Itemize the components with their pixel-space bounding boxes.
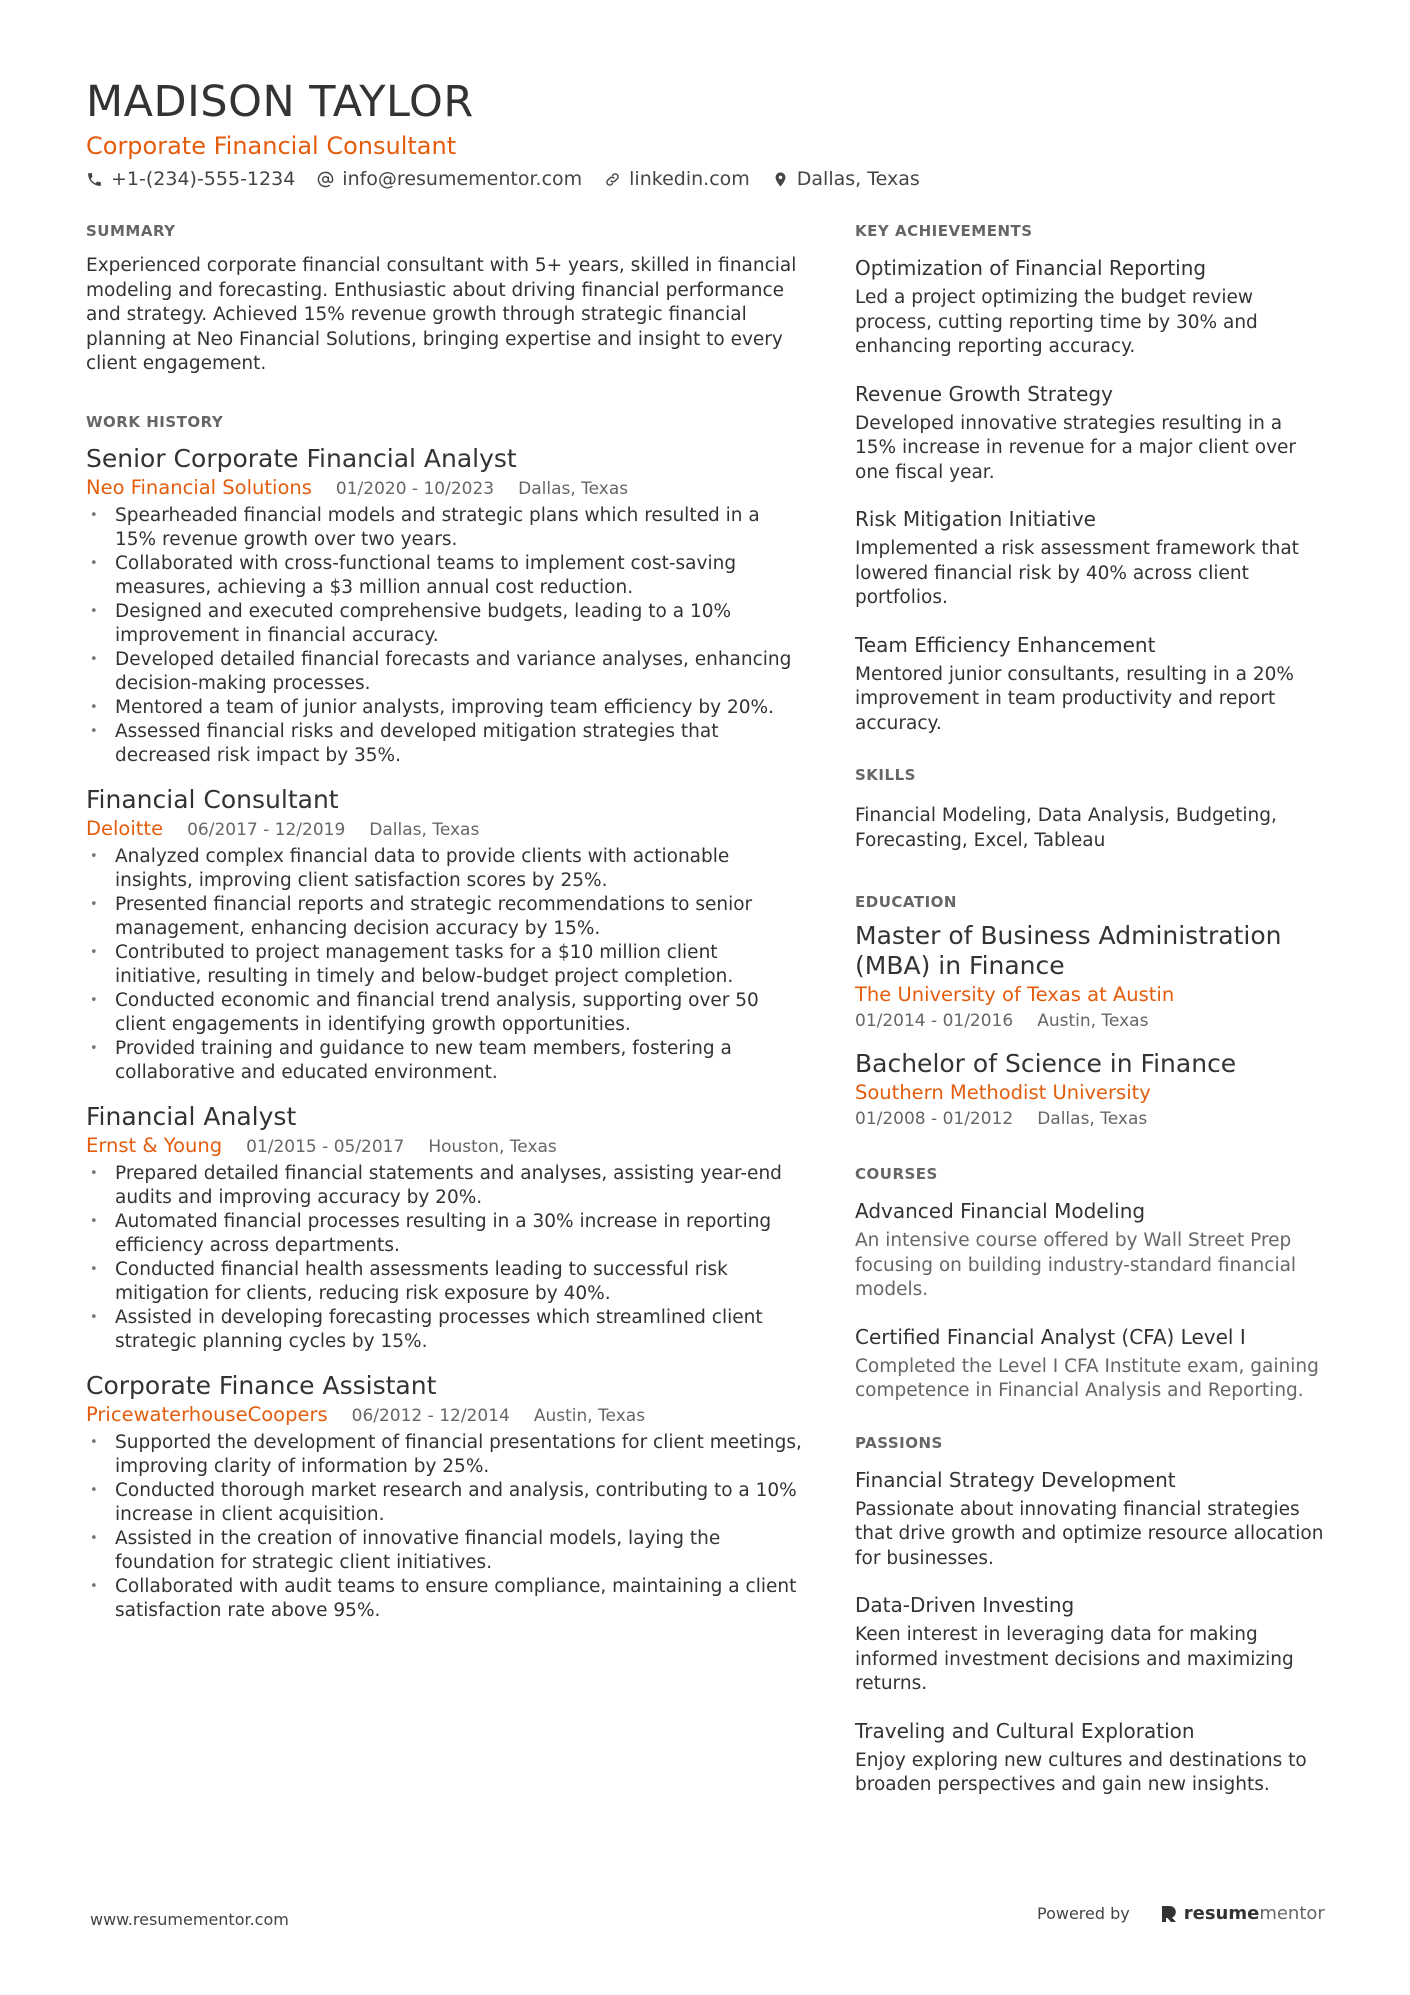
passion-title: Traveling and Cultural Exploration [855, 1718, 1195, 1743]
contact-location [772, 168, 920, 190]
job-location: Houston, Texas [428, 1136, 557, 1157]
job-bullets [86, 845, 806, 1085]
job-bullets [86, 504, 806, 768]
job-bullet: • Automated financial processes resulting in a 30% increase in reporting efficiency across departments. [86, 1210, 806, 1258]
job-bullet: • Collaborated with cross-functional teams to implement cost-saving measures, achieving a $3 million annual cost reduction. [86, 552, 806, 600]
achievement-item [855, 380, 1325, 486]
passion-item [855, 1466, 1325, 1572]
achievement-title: Team Efficiency Enhancement [855, 632, 1156, 657]
job-bullet: • Conducted financial health assessments leading to successful risk mitigation for clients, reducing risk exposure by 40%. [86, 1258, 806, 1306]
achievement-title: Risk Mitigation Initiative [855, 507, 1096, 531]
skills-section [855, 766, 1325, 853]
passion-title: Data-Driven Investing [855, 1593, 1075, 1617]
summary-heading: SUMMARY [86, 222, 176, 240]
location-text: Dallas, Texas [796, 168, 920, 190]
job-bullet: • Conducted thorough market research and analysis, contributing to a 10% increase in client acquisition. [86, 1479, 806, 1527]
contact-email[interactable] [317, 168, 582, 190]
achievement-title: Revenue Growth Strategy [855, 381, 1113, 406]
right-column [855, 222, 1325, 1818]
education-location: Austin, Texas [1037, 1011, 1149, 1031]
brand-name-light: mentor [1259, 1903, 1325, 1924]
job-bullet: • Supported the development of financial presentations for client meetings, improving clarity of information by 25%. [86, 1431, 806, 1479]
brand-name-bold: resume [1183, 1903, 1260, 1924]
education-heading: EDUCATION [855, 893, 957, 911]
job-bullet: • Conducted economic and financial trend analysis, supporting over 50 client engagements in identifying growth opportunities. [86, 989, 806, 1037]
linkedin-text[interactable]: linkedin.com [629, 168, 750, 190]
job-location: Dallas, Texas [518, 478, 629, 499]
job-entry [86, 784, 806, 1085]
footer-powered [1037, 1903, 1325, 1924]
achievement-item [855, 505, 1325, 611]
course-title: Certified Financial Analyst (CFA) Level I [855, 1324, 1246, 1349]
resume-header [86, 76, 1326, 190]
passions-heading: PASSIONS [855, 1433, 943, 1452]
skills-heading: SKILLS [855, 766, 916, 784]
job-dates: 06/2012 - 12/2014 [351, 1405, 510, 1426]
job-role: Senior Corporate Financial Analyst [86, 443, 517, 473]
education-meta [855, 1009, 1325, 1033]
passions-section [855, 1434, 1325, 1798]
contact-phone [86, 168, 295, 190]
job-bullet: • Designed and executed comprehensive budgets, leading to a 10% improvement in financial accuracy. [86, 600, 806, 648]
passion-item [855, 1591, 1325, 1697]
job-role: Corporate Finance Assistant [86, 1370, 437, 1400]
job-entry [86, 1370, 806, 1623]
job-meta [86, 1402, 806, 1429]
work-history-heading: WORK HISTORY [86, 412, 224, 431]
achievement-item [855, 254, 1325, 360]
job-bullet: • Developed detailed financial forecasts and variance analyses, enhancing decision-making processes. [86, 648, 806, 696]
job-bullet: • Assessed financial risks and developed mitigation strategies that decreased risk impact by 35%. [86, 720, 806, 768]
powered-by-text: Powered by [1037, 1904, 1130, 1923]
phone-text: +1-(234)-555-1234 [111, 168, 296, 190]
skills-text: Financial Modeling, Data Analysis, Budgeting, Forecasting, Excel, Tableau [855, 805, 1277, 851]
education-school: Southern Methodist University [855, 1081, 1151, 1104]
passion-text: Passionate about innovating financial strategies that drive growth and optimize resource allocation for businesses. [855, 1498, 1324, 1569]
achievement-title: Optimization of Financial Reporting [855, 256, 1207, 280]
course-item [855, 1197, 1325, 1303]
job-meta [86, 816, 806, 843]
job-bullet: • Collaborated with audit teams to ensure compliance, maintaining a client satisfaction rate above 95%. [86, 1575, 806, 1623]
contact-row [86, 168, 1326, 190]
achievement-text: Mentored junior consultants, resulting in a 20% improvement in team productivity and report accuracy. [855, 663, 1294, 734]
footer-website[interactable]: www.resumementor.com [90, 1910, 289, 1929]
summary-text: Experienced corporate financial consultant with 5+ years, skilled in financial modeling and forecasting. Enthusiastic about driving financial performance and strategy. Achieved 15% revenue growth through strategic financial planning at Neo Financial Solutions, bringing expertise and insight to every client engagement. [86, 255, 797, 374]
passion-item [855, 1717, 1325, 1798]
passion-text: Enjoy exploring new cultures and destinations to broaden perspectives and gain new insights. [855, 1749, 1307, 1795]
passion-title: Financial Strategy Development [855, 1467, 1176, 1492]
job-bullet: • Assisted in developing forecasting processes which streamlined client strategic planning cycles by 15%. [86, 1306, 806, 1354]
job-location: Austin, Texas [533, 1405, 646, 1426]
job-company: Deloitte [86, 816, 164, 840]
job-company: Ernst & Young [86, 1133, 223, 1157]
resumementor-logo-icon [1160, 1904, 1178, 1924]
job-bullet: • Mentored a team of junior analysts, improving team efficiency by 20%. [86, 696, 806, 720]
location-pin-icon [772, 171, 789, 188]
education-meta [855, 1107, 1325, 1131]
phone-icon [86, 171, 103, 188]
job-entry [86, 1101, 806, 1354]
job-company: PricewaterhouseCoopers [86, 1402, 328, 1426]
education-degree: Master of Business Administration (MBA) in Finance [855, 921, 1282, 980]
job-role: Financial Consultant [86, 784, 339, 814]
education-item [855, 1049, 1325, 1131]
left-column [86, 222, 806, 1635]
education-location: Dallas, Texas [1037, 1109, 1148, 1129]
passion-text: Keen interest in leveraging data for making informed investment decisions and maximizing returns. [855, 1624, 1294, 1694]
candidate-name: MADISON TAYLOR [86, 77, 474, 127]
job-bullet: • Spearheaded financial models and strategic plans which resulted in a 15% revenue growth over two years. [86, 504, 806, 552]
contact-linkedin[interactable] [604, 168, 750, 190]
course-text: An intensive course offered by Wall Street Prep focusing on building industry-standard financial models. [855, 1230, 1297, 1300]
achievement-text: Led a project optimizing the budget review process, cutting reporting time by 30% and enhancing reporting accuracy. [855, 287, 1258, 357]
job-bullet: • Assisted in the creation of innovative financial models, laying the foundation for strategic client initiatives. [86, 1527, 806, 1575]
job-bullet: • Analyzed complex financial data to provide clients with actionable insights, improving client satisfaction scores by 25%. [86, 845, 806, 893]
job-bullet: • Contributed to project management tasks for a $10 million client initiative, resulting in timely and below-budget project completion. [86, 941, 806, 989]
job-bullet: • Provided training and guidance to new team members, fostering a collaborative and educated environment. [86, 1037, 806, 1085]
job-company: Neo Financial Solutions [86, 475, 312, 499]
course-item [855, 1323, 1325, 1404]
education-item [855, 921, 1325, 1033]
course-text: Completed the Level I CFA Institute exam, gaining competence in Financial Analysis and Reporting. [855, 1355, 1319, 1401]
achievements-heading: KEY ACHIEVEMENTS [855, 222, 1033, 240]
education-degree: Bachelor of Science in Finance [855, 1049, 1237, 1078]
job-entry [86, 443, 806, 768]
job-meta [86, 475, 806, 502]
job-bullet: • Presented financial reports and strategic recommendations to senior management, enhancing decision accuracy by 15%. [86, 893, 806, 941]
job-bullets [86, 1431, 806, 1623]
courses-heading: COURSES [855, 1165, 938, 1183]
job-meta [86, 1133, 806, 1160]
work-history-section [86, 413, 806, 1623]
job-bullets [86, 1162, 806, 1354]
email-text[interactable]: info@resumementor.com [342, 168, 583, 190]
job-dates: 01/2020 - 10/2023 [335, 478, 495, 499]
candidate-title: Corporate Financial Consultant [86, 132, 457, 160]
education-section [855, 893, 1325, 1131]
achievement-text: Implemented a risk assessment framework that lowered financial risk by 40% across client portfolios. [855, 538, 1299, 608]
job-role: Financial Analyst [86, 1101, 297, 1131]
education-dates: 01/2008 - 01/2012 [855, 1109, 1014, 1129]
at-sign-icon [317, 171, 334, 188]
achievement-item [855, 631, 1325, 737]
job-bullet: • Prepared detailed financial statements and analyses, assisting year-end audits and improving accuracy by 20%. [86, 1162, 806, 1210]
summary-section [86, 222, 806, 377]
link-icon [604, 171, 621, 188]
job-dates: 06/2017 - 12/2019 [187, 819, 346, 840]
education-school: The University of Texas at Austin [855, 983, 1175, 1006]
courses-section [855, 1165, 1325, 1404]
achievements-section [855, 222, 1325, 736]
course-title: Advanced Financial Modeling [855, 1199, 1146, 1223]
education-dates: 01/2014 - 01/2016 [855, 1011, 1014, 1031]
brand-logo[interactable] [1160, 1903, 1325, 1924]
job-dates: 01/2015 - 05/2017 [246, 1136, 405, 1157]
job-location: Dallas, Texas [369, 819, 480, 840]
achievement-text: Developed innovative strategies resulting in a 15% increase in revenue for a major client over one fiscal year. [855, 412, 1297, 483]
